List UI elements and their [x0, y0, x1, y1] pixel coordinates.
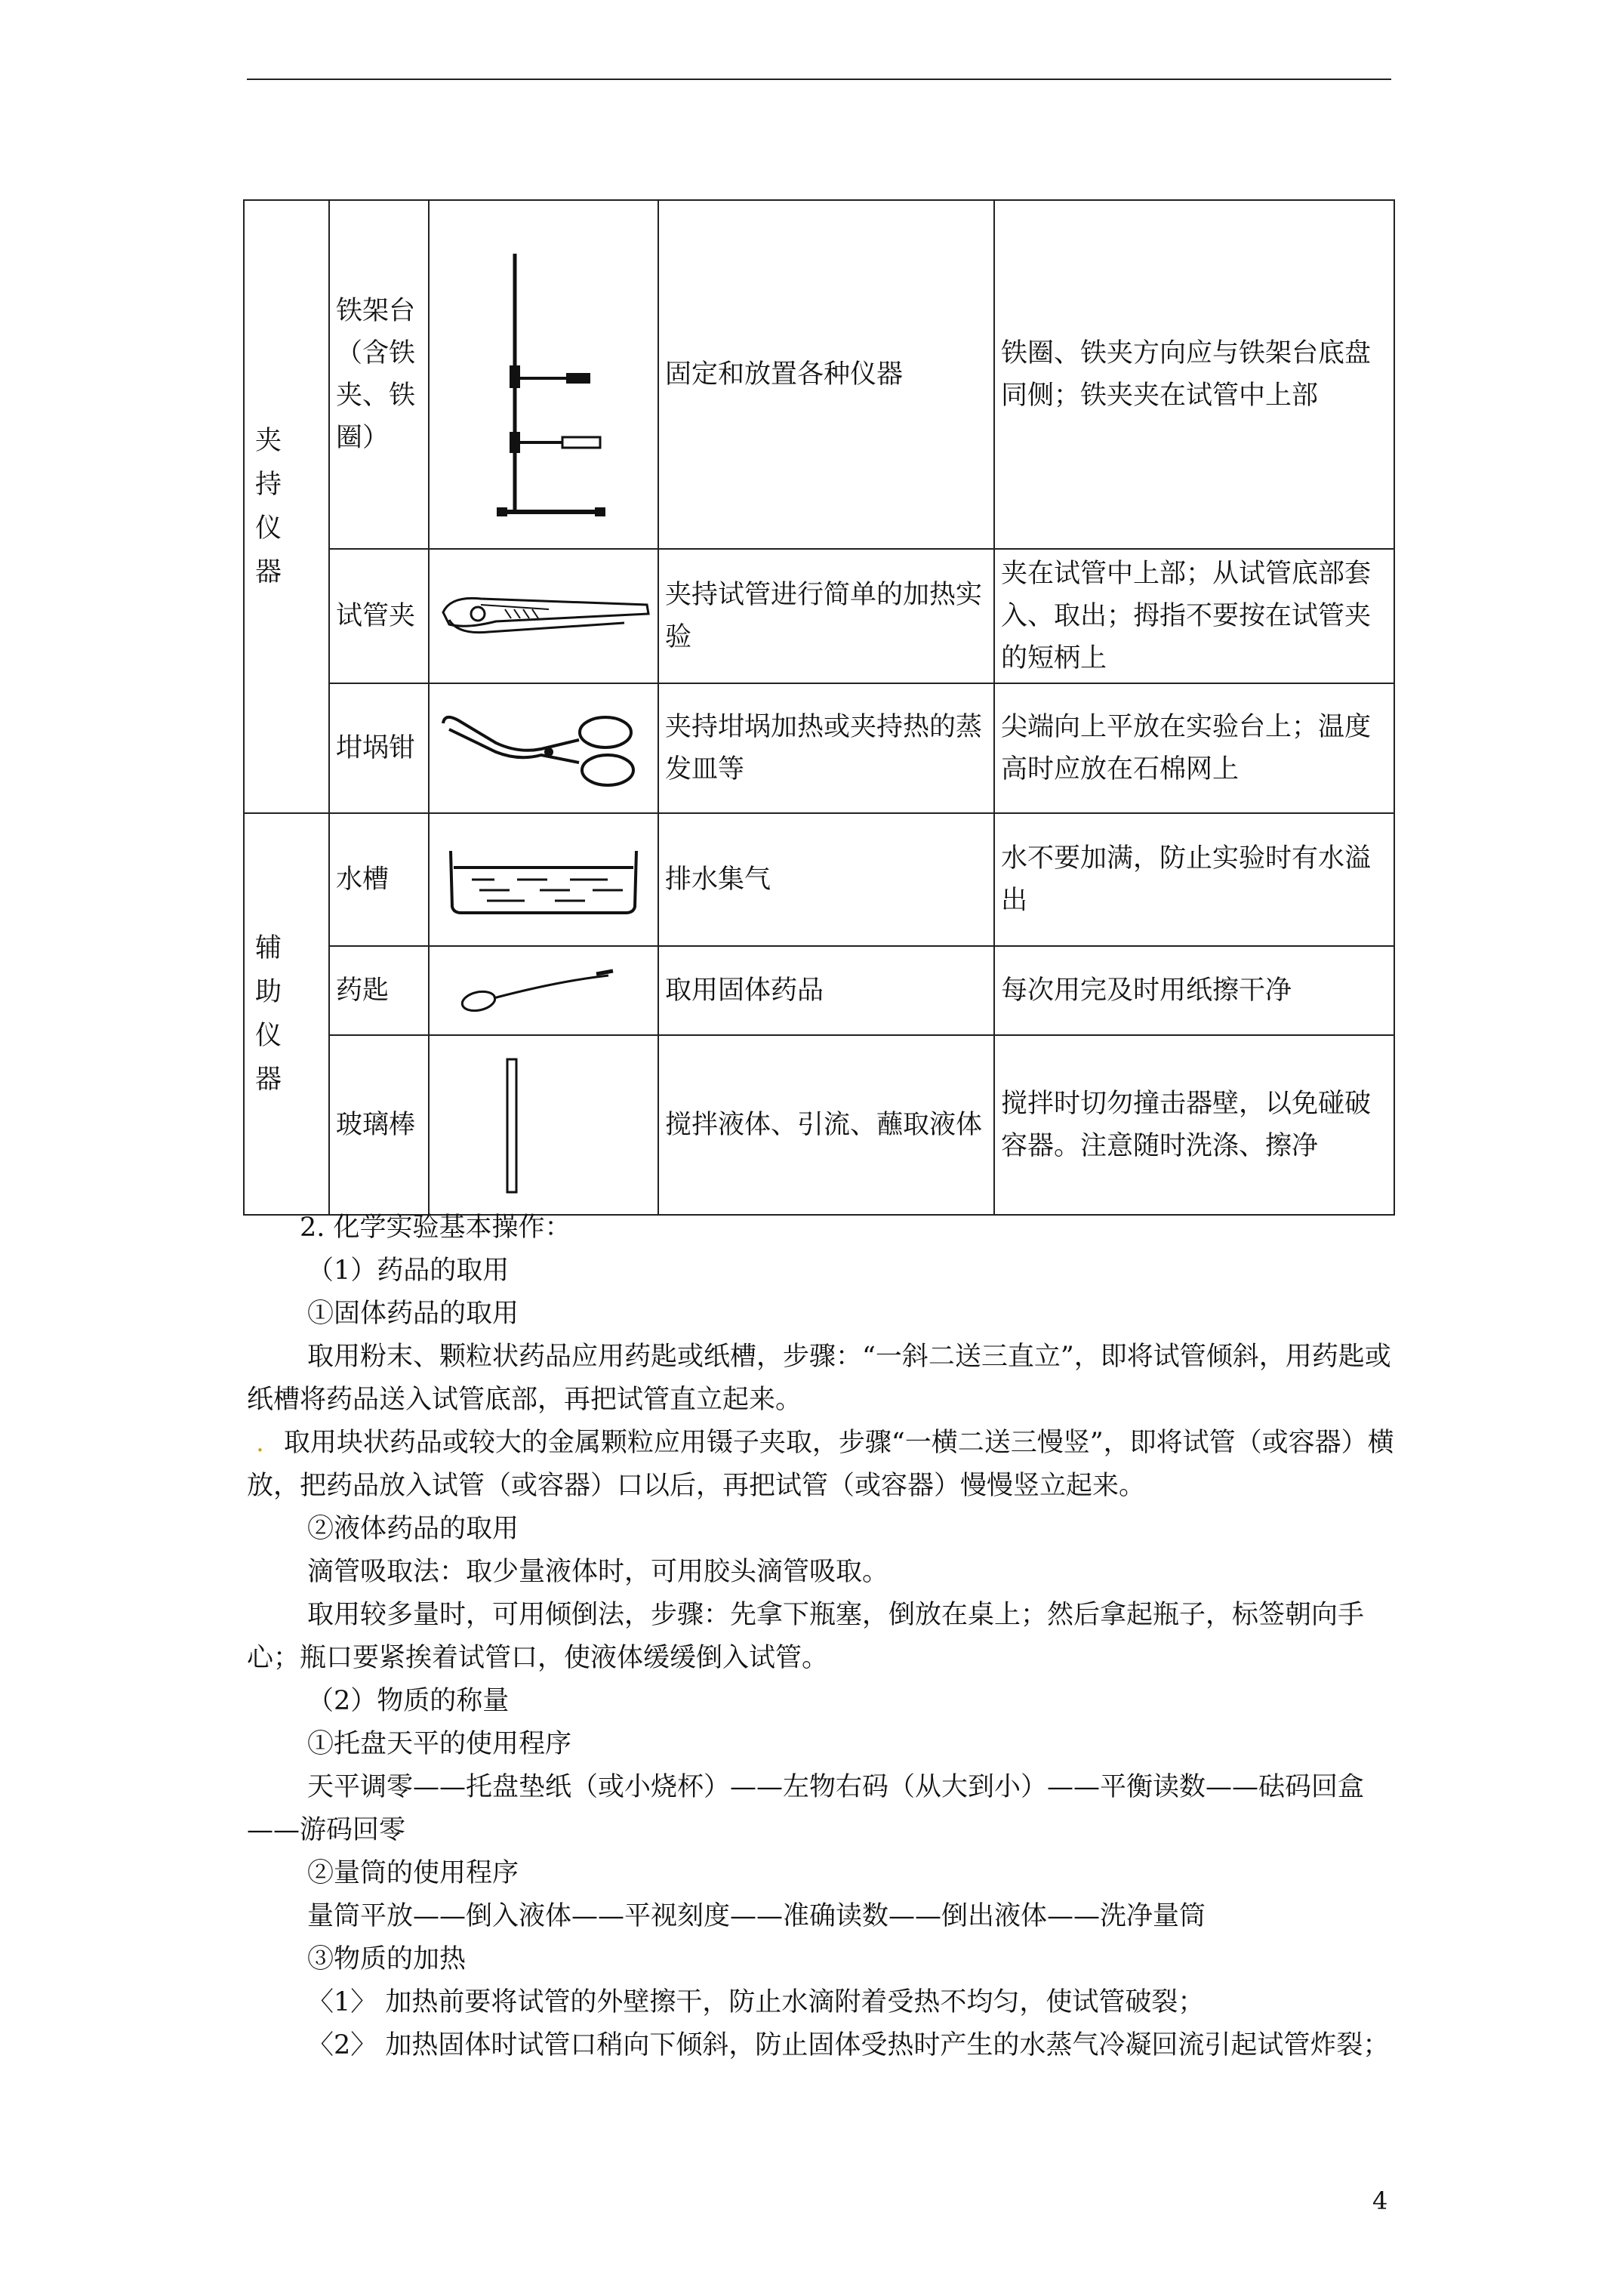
paragraph: 取用粉末、颗粒状药品应用药匙或纸槽，步骤：“一斜二送三直立”，即将试管倾斜，用药匙或纸槽将药品送入试管底部，再把试管直立起来。: [247, 1342, 1391, 1415]
instrument-name: 药匙: [329, 946, 429, 1035]
instrument-note: 水不要加满，防止实验时有水溢出: [994, 813, 1394, 946]
category-cell: 夹 持 仪 器: [244, 200, 329, 813]
paragraph: 量筒平放——倒入液体——平视刻度——准确读数——倒出液体——洗净量筒: [307, 1901, 1206, 1931]
instrument-name: 试管夹: [329, 549, 429, 683]
instrument-note: 尖端向上平放在实验台上；温度高时应放在石棉网上: [994, 683, 1394, 813]
paragraph: 滴管吸取法：取少量液体时，可用胶头滴管吸取。: [307, 1557, 889, 1587]
section-heading: 2. 化学实验基本操作：: [300, 1213, 571, 1243]
instrument-table: [243, 199, 1395, 1216]
subsection-heading: ②量筒的使用程序: [307, 1858, 519, 1888]
instrument-note: 铁圈、铁夹方向应与铁架台底盘同侧；铁夹夹在试管中上部: [994, 200, 1394, 549]
test-tube-holder-icon: [429, 549, 658, 683]
subsection-heading: ①固体药品的取用: [307, 1299, 519, 1329]
instrument-use: 夹持坩埚加热或夹持热的蒸发皿等: [658, 683, 994, 813]
paragraph: 〈2〉 加热固体时试管口稍向下倾斜，防止固体受热时产生的水蒸气冷凝回流引起试管炸裂；: [307, 2030, 1390, 2060]
header-rule: [247, 79, 1391, 80]
instrument-name: 铁架台（含铁夹、铁圈）: [329, 200, 429, 549]
instrument-name: 水槽: [329, 813, 429, 946]
instrument-note: 夹在试管中上部；从试管底部套入、取出；拇指不要按在试管夹的短柄上: [994, 549, 1394, 683]
iron-stand-icon: [429, 200, 658, 549]
instrument-use: 搅拌液体、引流、蘸取液体: [658, 1035, 994, 1215]
subsection-heading: ①托盘天平的使用程序: [307, 1729, 572, 1759]
instrument-note: 搅拌时切勿撞击器壁，以免碰破容器。注意随时洗涤、擦净: [994, 1035, 1394, 1215]
subsection-heading: （2）物质的称量: [307, 1686, 510, 1716]
water-trough-icon: [429, 813, 658, 946]
marker-dot: .: [256, 1428, 264, 1458]
subsection-heading: ②液体药品的取用: [307, 1514, 519, 1544]
page-number: 4: [1372, 2187, 1388, 2215]
instrument-use: 取用固体药品: [658, 946, 994, 1035]
table-row: [244, 1035, 1394, 1215]
table-row: [244, 549, 1394, 683]
crucible-tongs-icon: [429, 683, 658, 813]
instrument-use: 排水集气: [658, 813, 994, 946]
instrument-use: 夹持试管进行简单的加热实验: [658, 549, 994, 683]
paragraph: . 取用块状药品或较大的金属颗粒应用镊子夹取，步骤“一横二送三慢竖”，即将试管（或容器）横放，把药品放入试管（或容器）口以后，再把试管（或容器）慢慢竖立起来。: [247, 1428, 1394, 1501]
instrument-use: 固定和放置各种仪器: [658, 200, 994, 549]
paragraph: 天平调零——托盘垫纸（或小烧杯）——左物右码（从大到小）——平衡读数——砝码回盒——游码回零: [247, 1772, 1365, 1845]
category-cell: 辅 助 仪 器: [244, 813, 329, 1215]
instrument-name: 玻璃棒: [329, 1035, 429, 1215]
subsection-heading: （1）药品的取用: [307, 1256, 510, 1286]
paragraph: 取用较多量时，可用倾倒法，步骤：先拿下瓶塞，倒放在桌上；然后拿起瓶子，标签朝向手心；瓶口要紧挨着试管口，使液体缓缓倒入试管。: [247, 1600, 1365, 1673]
instrument-name: 坩埚钳: [329, 683, 429, 813]
instrument-note: 每次用完及时用纸擦干净: [994, 946, 1394, 1035]
table-row: [244, 200, 1394, 549]
glass-rod-icon: [429, 1035, 658, 1215]
table-row: [244, 683, 1394, 813]
body-text: [247, 1207, 1394, 2067]
table-row: [244, 813, 1394, 946]
subsection-heading: ③物质的加热: [307, 1944, 467, 1974]
table-row: [244, 946, 1394, 1035]
medicine-spoon-icon: [429, 946, 658, 1035]
paragraph: 〈1〉 加热前要将试管的外壁擦干，防止水滴附着受热不均匀，使试管破裂；: [307, 1987, 1205, 2017]
